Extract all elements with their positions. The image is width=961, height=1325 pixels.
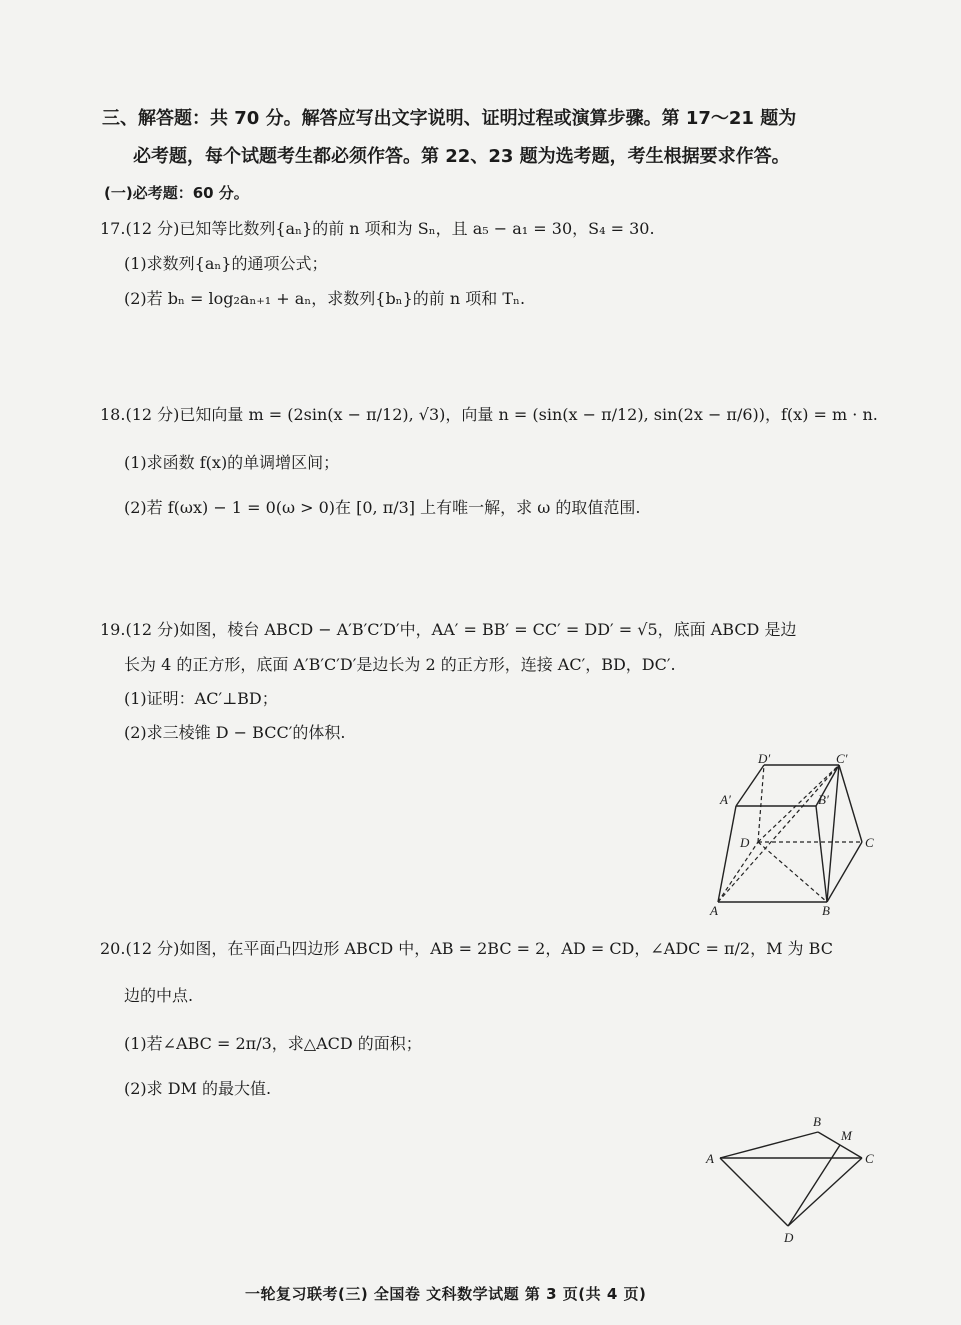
label-c: C — [865, 835, 874, 850]
label-d: D — [784, 1230, 794, 1245]
problem-19-statement: 19.(12 分)如图，棱台 ABCD − A′B′C′D′中，AA′ = BB′ = CC′ = DD′ = √5，底面 ABCD 是边 — [100, 620, 797, 639]
label-d: D — [740, 835, 750, 850]
label-c-prime: C′ — [836, 752, 848, 766]
page-footer: 一轮复习联考(三) 全国卷 文科数学试题 第 3 页(共 4 页) — [245, 1285, 647, 1303]
problem-17-part-1: (1)求数列{aₙ}的通项公式； — [124, 254, 328, 273]
section-heading-line-1: 三、解答题：共 70 分。解答应写出文字说明、证明过程或演算步骤。第 17～21 题为 — [102, 108, 797, 129]
label-b: B — [822, 903, 830, 918]
quadrilateral-figure — [700, 1108, 890, 1248]
problem-20-part-2: (2)求 DM 的最大值. — [124, 1079, 272, 1098]
problem-20-statement: 20.(12 分)如图，在平面凸四边形 ABCD 中，AB = 2BC = 2，AD = CD，∠ADC = π/2，M 为 BC — [100, 939, 833, 958]
section-heading-line-2: 必考题，每个试题考生都必须作答。第 22、23 题为选考题，考生根据要求作答。 — [133, 146, 790, 167]
label-a-prime: A′ — [720, 792, 731, 807]
problem-20-part-1: (1)若∠ABC = 2π/3，求△ACD 的面积； — [124, 1034, 422, 1053]
label-b: B — [813, 1114, 821, 1129]
problem-20-statement-cont: 边的中点. — [124, 986, 194, 1005]
problem-17-part-2: (2)若 bₙ = log₂aₙ₊₁ + aₙ，求数列{bₙ}的前 n 项和 Tₙ. — [124, 289, 526, 308]
problem-17-statement: 17.(12 分)已知等比数列{aₙ}的前 n 项和为 Sₙ，且 a₅ − a₁ = 30，S₄ = 30. — [100, 219, 655, 238]
label-d-prime: D′ — [758, 752, 771, 766]
problem-18-part-2: (2)若 f(ωx) − 1 = 0(ω > 0)在 [0, π/3] 上有唯一解，求 ω 的取值范围. — [124, 498, 641, 517]
problem-19-part-1: (1)证明：AC′⊥BD； — [124, 689, 278, 708]
label-m: M — [841, 1128, 852, 1143]
required-subheading: (一)必考题：60 分。 — [104, 184, 249, 202]
problem-18-statement: 18.(12 分)已知向量 m = (2sin(x − π/12), √3)，向量 n = (sin(x − π/12), sin(2x − π/6))，f(x) = m · n. — [100, 405, 878, 424]
problem-18-part-1: (1)求函数 f(x)的单调增区间； — [124, 453, 340, 472]
label-b-prime: B′ — [818, 792, 829, 807]
frustum-figure — [700, 752, 890, 922]
label-a: A — [706, 1151, 714, 1166]
problem-19-statement-cont: 长为 4 的正方形，底面 A′B′C′D′是边长为 2 的正方形，连接 AC′，BD，DC′. — [124, 655, 676, 674]
label-a: A — [710, 903, 718, 918]
problem-19-part-2: (2)求三棱锥 D − BCC′的体积. — [124, 723, 346, 742]
label-c: C — [865, 1151, 874, 1166]
